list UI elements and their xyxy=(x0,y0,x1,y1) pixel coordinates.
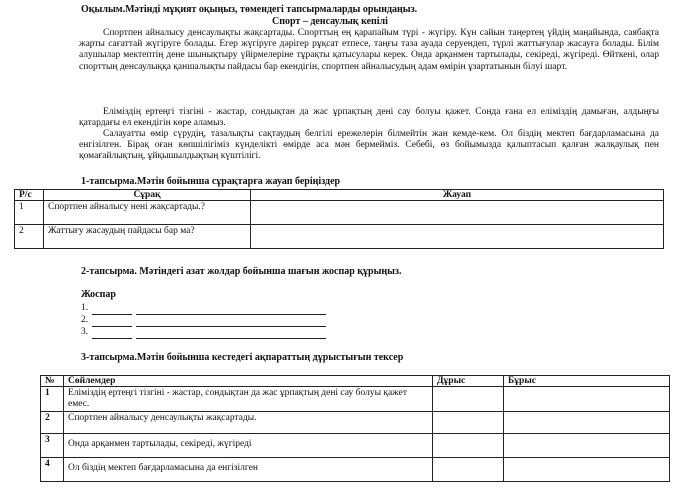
row-question: Спортпен айналысу нені жақсартады.? xyxy=(44,201,251,225)
col-header-sentences: Сөйлемдер xyxy=(64,376,433,387)
row-sentence: Еліміздің ертеңгі тізгіні - жастар, сондықтан да жас ұрпақтың дені сау болуы қажет емес. xyxy=(64,387,433,412)
row-num: 1 xyxy=(15,201,44,225)
incorrect-cell[interactable] xyxy=(504,412,670,434)
paragraph-3: Салауатты өмір сүрудің, тазалықты сақтаудың белгілі ережелерін білмейтін жан кемде-кем. Ол біздің мектеп бағдарламасына да енгізілген. Бірақ оған көпшілігіміз күнделікті өмірде аса мән бермейміз. Себебі, өз бойымызда қалыптасып қалған жалқаулық пен қомағайлықтың, ұйқышылдықтың күштілігі. xyxy=(79,129,659,162)
task3-table xyxy=(40,375,670,482)
row-num: 2 xyxy=(15,225,44,249)
correct-cell[interactable] xyxy=(433,387,504,412)
plan-label: Жоспар xyxy=(81,289,116,300)
task1-heading: 1-тапсырма.Мәтін бойынша сұрақтарға жауап беріңіздер xyxy=(81,176,341,187)
table-row xyxy=(15,201,664,225)
col-header-answer: Жауап xyxy=(251,190,664,201)
text-title: Спорт – денсаулық кепілі xyxy=(272,16,388,27)
table-row xyxy=(41,412,670,434)
row-num: 1 xyxy=(41,387,64,412)
col-header-question: Сұрақ xyxy=(44,190,251,201)
row-num: 2 xyxy=(41,412,64,434)
table-row xyxy=(15,225,664,249)
table-header-row xyxy=(15,190,664,201)
incorrect-cell[interactable] xyxy=(504,458,670,482)
answer-cell[interactable] xyxy=(251,225,664,249)
plan-item-2[interactable]: 2. xyxy=(81,315,341,325)
incorrect-cell[interactable] xyxy=(504,434,670,458)
answer-cell[interactable] xyxy=(251,201,664,225)
table-header-row xyxy=(41,376,670,387)
correct-cell[interactable] xyxy=(433,458,504,482)
plan-item-1[interactable]: 1. xyxy=(81,303,341,313)
instruction-heading: Оқылым.Мәтінді мұқият оқыңыз, төмендегі тапсырмаларды орындаңыз. xyxy=(81,4,418,15)
incorrect-cell[interactable] xyxy=(504,387,670,412)
col-header-num: № xyxy=(41,376,64,387)
row-sentence: Ол біздің мектеп бағдарламасына да енгізілген xyxy=(64,458,433,482)
correct-cell[interactable] xyxy=(433,434,504,458)
table-row xyxy=(41,387,670,412)
plan-line-short xyxy=(92,338,132,339)
task2-heading: 2-тапсырма. Мәтіндегі азат жолдар бойынша шағын жоспар құрыңыз. xyxy=(81,266,402,277)
row-question: Жаттығу жасаудың пайдасы бар ма? xyxy=(44,225,251,249)
col-header-num: Р/с xyxy=(15,190,44,201)
col-header-incorrect: Бұрыс xyxy=(504,376,670,387)
row-num: 3 xyxy=(41,434,64,458)
task1-table xyxy=(14,189,664,249)
row-num: 4 xyxy=(41,458,64,482)
plan-line-long xyxy=(136,338,326,339)
correct-cell[interactable] xyxy=(433,412,504,434)
table-row xyxy=(41,434,670,458)
plan-item-3[interactable]: 3. xyxy=(81,327,341,337)
row-sentence: Спортпен айналысу денсаулықты жақсартады. xyxy=(64,412,433,434)
table-row xyxy=(41,458,670,482)
paragraph-1: Спортпен айналысу денсаулықты жақсартады. Спорттың ең қарапайым түрі - жүгіру. Күн сайын таңертең үйдің маңайында, саябақта жарты сағаттай жүгіруге болады. Егер жүгіруге дәрігер рұқсат етпесе, таңғы таза ауада серуендеп, түрлі жаттығулар жасауға болады. Білім алушылар мектептің дене шынықтыру үйірмелеріне тұрақты қатысулары керек. Онда арқанмен тартылады, секіреді, жүгіреді. Өйткені, олар спорттың денсаулыққа қаншалықты пайдасы бар екендігін, спортпен айналысудың адам өмірін ұзартатынын білуі шарт. xyxy=(79,28,659,72)
paragraph-2: Еліміздің ертеңгі тізгіні - жастар, сондықтан да жас ұрпақтың дені сау болуы қажет. Сонда ғана ел еліміздің дамыған, алдыңғы қатардағы ел екендігін көре аламыз. xyxy=(79,107,659,129)
task3-heading: 3-тапсырма.Мәтін бойынша кестедегі ақпараттың дұрыстығын тексер xyxy=(81,352,404,363)
row-sentence: Онда арқанмен тартылады, секіреді, жүгіреді xyxy=(64,434,433,458)
col-header-correct: Дұрыс xyxy=(433,376,504,387)
